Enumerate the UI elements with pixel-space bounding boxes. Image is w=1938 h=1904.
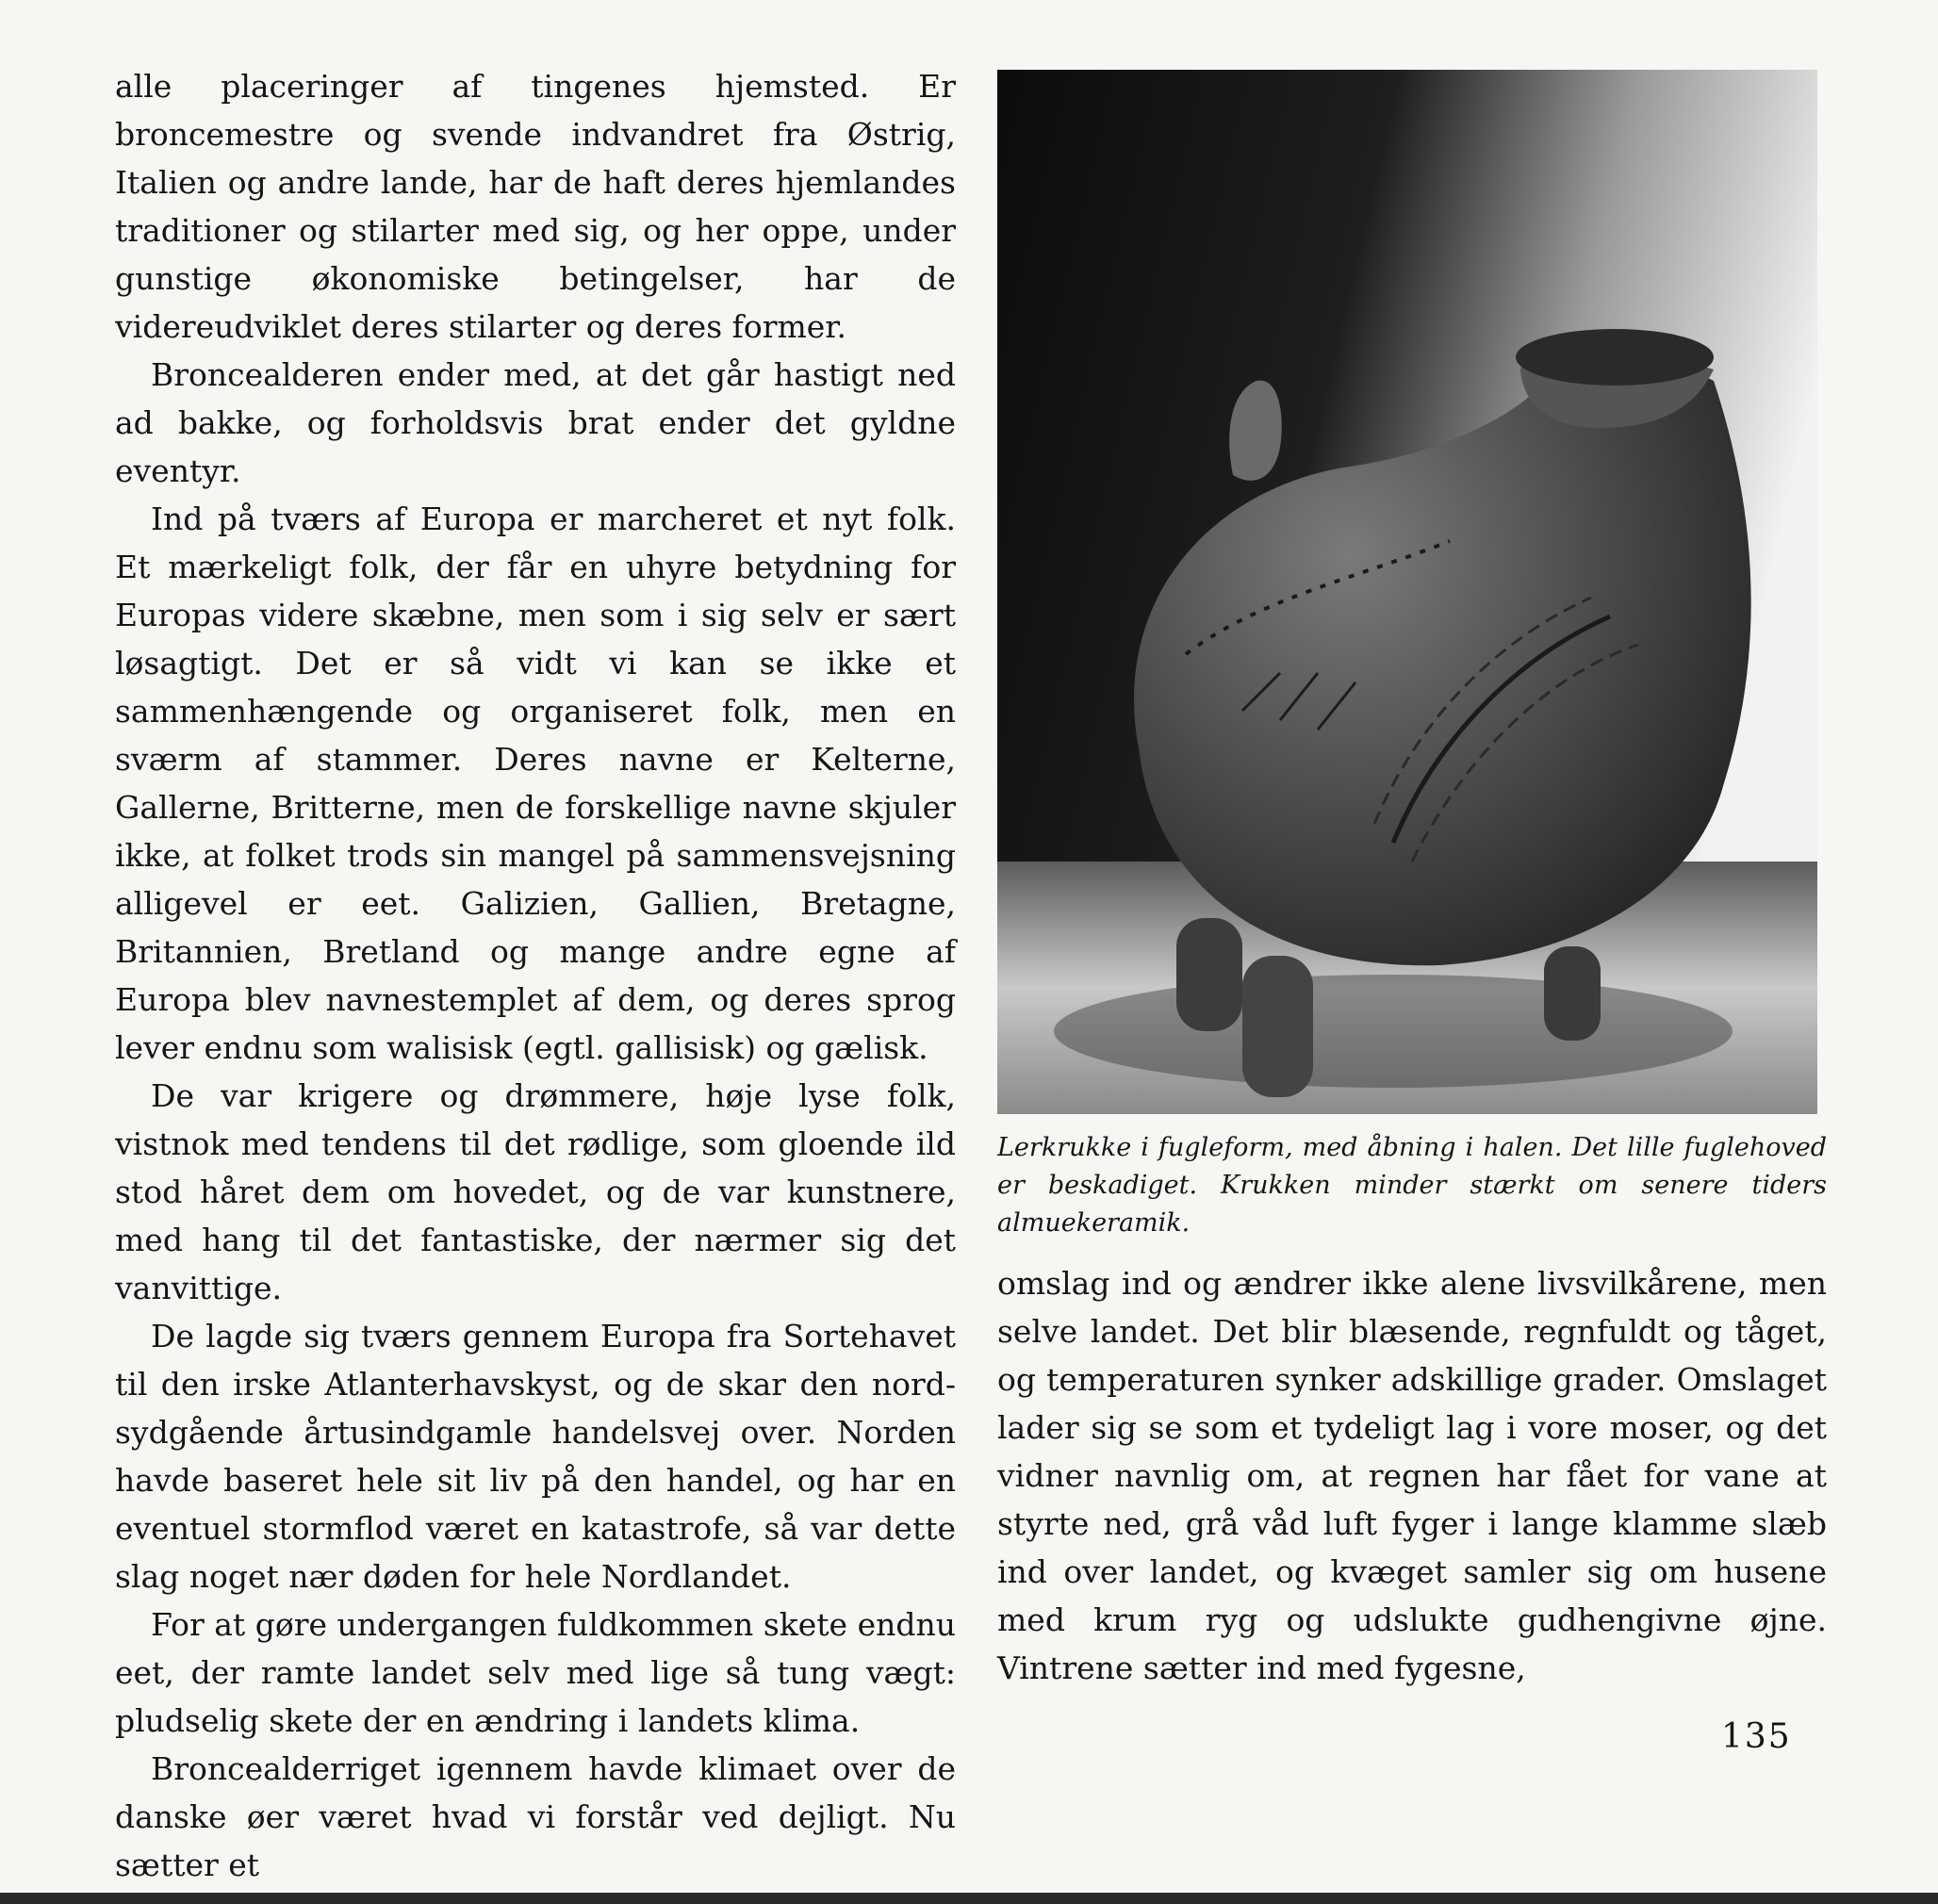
figure-caption: Lerkrukke i fugleform, med åbning i halen. Det lille fuglehoved er beskadiget. Krukken minder stærkt om senere tiders almuekeramik. bbox=[997, 1133, 1827, 1238]
paragraph: omslag ind og ændrer ikke alene livsvilkårene, men selve landet. Det blir blæsende, regnfuldt og tåget, og temperaturen synker adskillige grader. Omslaget lader sig se som et tydeligt lag i vore moser, og det vidner navnlig om, at regnen har fået for vane at styrte ned, grå våd luft fyger i lange klamme slæb ind over landet, og kvæget samler sig om husene med krum ryg og udslukte gudhengivne øjne. Vintrene sætter ind med fygesne, bbox=[997, 1265, 1827, 1686]
paragraph: De lagde sig tværs gennem Europa fra Sortehavet til den irske Atlanterhavskyst, og de skar den nord-sydgående årtusindgamle handelsvej over. Norden havde baseret hele sit liv på den handel, og har en eventuel stormflod været en katastrofe, så var dette slag noget nær døden for hele Nordlandet. bbox=[115, 1318, 956, 1595]
paragraph: Ind på tværs af Europa er marcheret et nyt folk. Et mærkeligt folk, der får en uhyre betydning for Europas videre skæbne, men som i sig selv er sært løsagtigt. Det er så vidt vi kan se ikke et sammenhængende og organiseret folk, men en sværm af stammer. Deres navne er Kelterne, Gallerne, Britterne, men de forskellige navne skjuler ikke, at folket trods sin mangel på sammensvejsning alligevel er eet. Galizien, Gallien, Bretagne, Britannien, Bretland og mange andre egne af Europa blev navnestemplet af dem, og deres sprog lever endnu som walisisk (egtl. gallisisk) og gælisk. bbox=[115, 501, 956, 1066]
paragraph: Broncealderen ender med, at det går hastigt ned ad bakke, og forholdsvis brat ender det gyldne eventyr. bbox=[115, 356, 956, 489]
paragraph: For at gøre undergangen fuldkommen skete endnu eet, der ramte landet selv med lige så tung vægt: pludselig skete der en ændring i landets klima. bbox=[115, 1606, 956, 1739]
paragraph: Broncealderriget igennem havde klimaet over de danske øer været hvad vi forstår ved dejligt. Nu sætter et bbox=[115, 1750, 956, 1883]
right-text-column bbox=[997, 1259, 1827, 1692]
page-number: 135 bbox=[1721, 1717, 1792, 1756]
scan-edge bbox=[0, 1893, 1938, 1904]
left-text-column bbox=[115, 62, 956, 1889]
clay-bird-vessel-photo bbox=[997, 70, 1817, 1114]
paragraph: De var krigere og drømmere, høje lyse folk, vistnok med tendens til det rødlige, som gloende ild stod håret dem om hovedet, og de var kunstnere, med hang til det fantastiske, der nærmer sig det vanvittige. bbox=[115, 1077, 956, 1306]
paragraph: alle placeringer af tingenes hjemsted. Er broncemestre og svende indvandret fra Østrig, Italien og andre lande, har de haft deres hjemlandes traditioner og stilarter med sig, og her oppe, under gunstige økonomiske betingelser, har de videreudviklet deres stilarter og deres former. bbox=[115, 68, 956, 345]
